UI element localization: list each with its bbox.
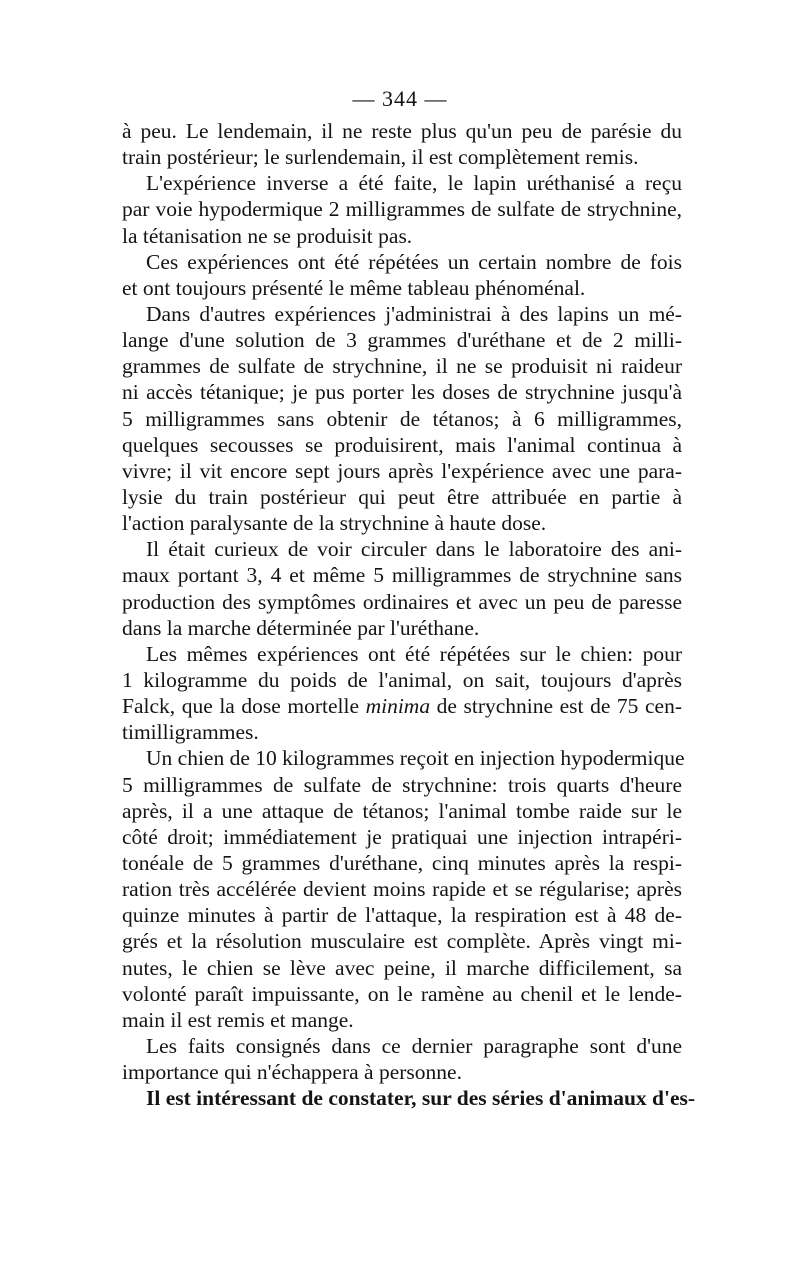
text-line: dans la marche déterminée par l'uréthane. [122,615,480,640]
text-line: vivre; il vit encore sept jours après l'expérience avec une para- [122,458,682,483]
text-line: timilligrammes. [122,720,259,745]
paragraph-start-line: Ces expériences ont été répétées un certain nombre de fois [146,249,682,274]
text-line: quinze minutes à partir de l'attaque, la respiration est à 48 de- [122,903,682,928]
paragraph-start-line: L'expérience inverse a été faite, le lapin uréthanisé a reçu [146,171,682,196]
paragraph-start-line: Les faits consignés dans ce dernier paragraphe sont d'une [146,1033,682,1058]
text-line: la tétanisation ne se produisit pas. [122,223,413,248]
text-line: lange d'une solution de 3 grammes d'uréthane et de 2 milli- [122,328,682,353]
text-line: l'action paralysante de la strychnine à haute dose. [122,511,547,536]
paragraph-start-line: Un chien de 10 kilogrammes reçoit en injection hypodermique [146,746,685,771]
text-line: tonéale de 5 grammes d'uréthane, cinq minutes après la respi- [122,850,682,875]
paragraph-start-line: Dans d'autres expériences j'administrai à des lapins un mé- [146,301,682,326]
text-line: par voie hypodermique 2 milligrammes de sulfate de strychnine, [122,197,682,222]
text-line: volonté paraît impuissante, on le ramène au chenil et le lende- [122,981,682,1006]
italic-term: minima [365,694,431,719]
text-line: après, il a une attaque de tétanos; l'animal tombe raide sur le [122,798,682,823]
text-line: lysie du train postérieur qui peut être attribuée en partie à [122,484,682,509]
text-line: nutes, le chien se lève avec peine, il marche difficilement, sa [122,955,682,980]
paragraph-start-line: Les mêmes expériences ont été répétées sur le chien: pour [146,641,682,666]
text-line: ni accès tétanique; je pus porter les doses de strychnine jusqu'à [122,380,682,405]
text-line: 5 milligrammes de sulfate de strychnine: trois quarts d'heure [122,772,682,797]
text-line: et ont toujours présenté le même tableau phénoménal. [122,275,586,300]
page-number: — 344 — [352,86,448,111]
text-line: côté droit; immédiatement je pratiquai une injection intrapéri- [122,824,682,849]
text-line: main il est remis et mange. [122,1007,354,1032]
text-line: grammes de sulfate de strychnine, il ne se produisit ni raideur [122,354,682,379]
text-line: grés et la résolution musculaire est complète. Après vingt mi- [122,929,682,954]
text-line: train postérieur; le surlendemain, il est complètement remis. [122,145,639,170]
text-line: production des symptômes ordinaires et avec un peu de paresse [122,589,682,614]
text-line: quelques secousses se produisirent, mais l'animal continua à [122,432,682,457]
text-line: maux portant 3, 4 et même 5 milligrammes de strychnine sans [122,563,682,588]
paragraph-start-line: Il était curieux de voir circuler dans le laboratoire des ani- [146,537,682,562]
paragraph-start-line: Il est intéressant de constater, sur des séries d'animaux d'es- [146,1086,696,1111]
text-line: 5 milligrammes sans obtenir de tétanos; à 6 milligrammes, [122,406,682,431]
text-line-with-italic: Falck, que la dose mortelle minima de strychnine est de 75 cen- [122,694,682,719]
text-line: ration très accélérée devient moins rapide et se régularise; après [122,877,682,902]
text-line: à peu. Le lendemain, il ne reste plus qu'un peu de parésie du [122,119,682,143]
body-text [122,118,696,1111]
text-line: 1 kilogramme du poids de l'animal, on sait, toujours d'après [122,667,682,692]
text-line: importance qui n'échappera à personne. [122,1060,462,1085]
